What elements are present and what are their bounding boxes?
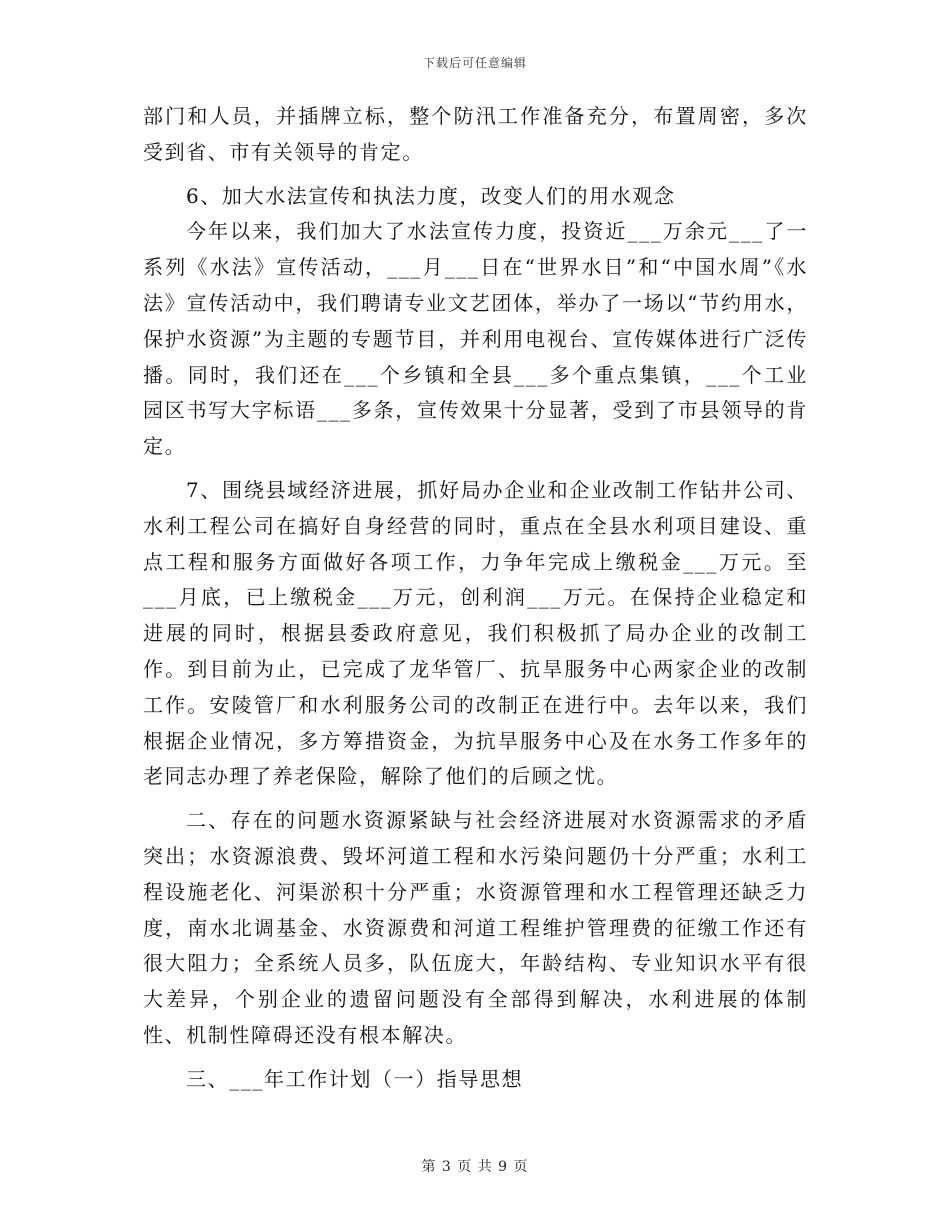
document-body bbox=[143, 99, 808, 1098]
paragraph-county-economy-enterprise-reform: 7、围绕县域经济进展，抓好局办企业和企业改制工作钻井公司、水利工程公司在搞好自身经营的同时，重点在全县水利项目建设、重点工程和服务方面做好各项工作，力争年完成上缴税金___万元。至___月底，已上缴税金___万元，创利润___万元。在保持企业稳定和进展的同时，根据县委政府意见，我们积极抓了局办企业的改制工作。到目前为止，已完成了龙华管厂、抗旱服务中心两家企业的改制工作。安陵管厂和水利服务公司的改制正在进行中。去年以来，我们根据企业情况，多方筹措资金，为抗旱服务中心及在水务工作多年的老同志办理了养老保险，解除了他们的后顾之忧。 bbox=[143, 477, 808, 789]
heading-water-law-publicity: 6、加大水法宣传和执法力度，改变人们的用水观念 bbox=[186, 183, 676, 208]
heading-work-plan: 三、___年工作计划（一）指导思想 bbox=[186, 1066, 524, 1091]
paragraph-water-law-publicity: 今年以来，我们加大了水法宣传力度，投资近___万余元___了一系列《水法》宣传活动，___月___日在“世界水日”和“中国水周”《水法》宣传活动中，我们聘请专业文艺团体，举办了一场以“节约用水，保护水资源”为主题的专题节目，并利用电视台、宣传媒体进行广泛传播。同时，我们还在___个乡镇和全县___多个重点集镇，___个工业园区书写大字标语___多条，宣传效果十分显著，受到了市县领导的肯定。 bbox=[143, 219, 808, 459]
paragraph-existing-problems: 二、存在的问题水资源紧缺与社会经济进展对水资源需求的矛盾突出；水资源浪费、毁坏河道工程和水污染问题仍十分严重；水利工程设施老化、河渠淤积十分严重；水资源管理和水工程管理还缺乏力度，南水北调基金、水资源费和河道工程维护管理费的征缴工作还有很大阻力；全系统人员多，队伍庞大，年龄结构、专业知识水平有很大差异，个别企业的遗留问题没有全部得到解决，水利进展的体制性、机制性障碍还没有根本解决。 bbox=[143, 808, 808, 1047]
page-header: 下载后可任意编辑 bbox=[422, 56, 527, 70]
paragraph-flood-control-continued: 部门和人员，并插牌立标，整个防汛工作准备充分，布置周密，多次受到省、市有关领导的肯定。 bbox=[143, 104, 808, 164]
page-number: 第 3 页 共 9 页 bbox=[421, 1159, 529, 1175]
